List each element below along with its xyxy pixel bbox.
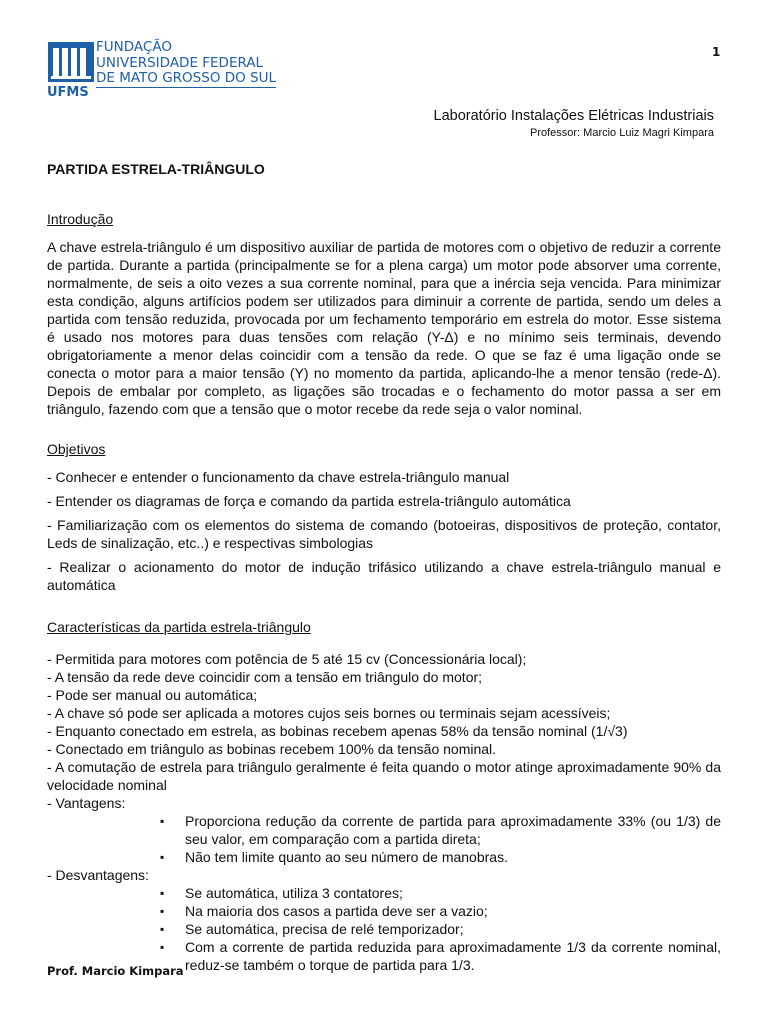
ufms-logo-icon	[47, 40, 99, 98]
objective-item: - Familiarização com os elementos do sistema de comando (botoeiras, dispositivos de proteção, contator, Leds de sinalização, etc..) e respectivas simbologias	[47, 517, 721, 551]
page-number: 1	[712, 45, 721, 59]
list-item: ▪ Se automática, utiliza 3 contatores;	[185, 884, 721, 902]
org-line-1: FUNDAÇÃO	[96, 39, 172, 55]
org-line-3: DE MATO GROSSO DO SUL	[96, 70, 277, 86]
characteristic-item: - A tensão da rede deve coincidir com a tensão em triângulo do motor;	[47, 669, 483, 685]
advantages-label: - Vantagens:	[47, 795, 126, 811]
characteristic-item: - A comutação de estrela para triângulo geralmente é feita quando o motor atinge aproximadamente 90% da velocidade nominal	[47, 759, 721, 793]
characteristic-item: - Pode ser manual ou automática;	[47, 687, 258, 703]
advantages-list	[47, 812, 721, 866]
characteristic-item: - Conectado em triângulo as bobinas recebem 100% da tensão nominal.	[47, 741, 497, 757]
characteristic-item: - A chave só pode ser aplicada a motores cujos seis bornes ou terminais sejam acessíveis;	[47, 705, 611, 721]
list-item: ▪ Não tem limite quanto ao seu número de manobras.	[185, 848, 721, 866]
list-item: ▪ Proporciona redução da corrente de partida para aproximadamente 33% (ou 1/3) de seu valor, em comparação com a partida direta;	[185, 812, 721, 848]
objective-item: - Conhecer e entender o funcionamento da chave estrela-triângulo manual	[47, 469, 510, 485]
intro-heading: Introdução	[47, 211, 114, 227]
characteristic-item: - Permitida para motores com potência de 5 até 15 cv (Concessionária local);	[47, 651, 527, 667]
organization-name	[96, 40, 276, 88]
objective-item: - Realizar o acionamento do motor de indução trifásico utilizando a chave estrela-triângulo manual e automática	[47, 559, 721, 593]
intro-paragraph: A chave estrela-triângulo é um dispositivo auxiliar de partida de motores com o objetivo de reduzir a corrente de partida. Durante a partida (principalmente se for a plena carga) um motor pode absorver uma corrente, normalmente, de seis a oito vezes a sua corrente nominal, para que a inércia seja vencida. Para minimizar esta condição, alguns artifícios podem ser utilizados para diminuir a corrente de partida, sendo um deles a partida com tensão reduzida, provocada por um fechamento temporário em estrela do motor. Esse sistema é usado nos motores para duas tensões com relação (Y-Δ) e no mínimo seis terminais, devendo obrigatoriamente a menor delas coincidir com a tensão da rede. O que se faz é uma ligação onde se conecta o motor para a maior tensão (Y) no momento da partida, aplicando-lhe a menor tensão (rede-Δ). Depois de embalar por completo, as ligações são trocadas e o fechamento do motor passa a ser em triângulo, fazendo com que a tensão que o motor recebe da rede seja o valor nominal.	[47, 239, 721, 417]
logo-text: UFMS	[47, 85, 89, 98]
objective-item: - Entender os diagramas de força e comando da partida estrela-triângulo automática	[47, 493, 571, 509]
document-title: PARTIDA ESTRELA-TRIÂNGULO	[47, 161, 265, 177]
lab-title: Laboratório Instalações Elétricas Industriais	[433, 108, 714, 124]
list-item: ▪ Na maioria dos casos a partida deve ser a vazio;	[185, 902, 721, 920]
disadvantages-label: - Desvantagens:	[47, 867, 149, 883]
document-body	[47, 160, 721, 974]
characteristics-heading: Características da partida estrela-triângulo	[47, 619, 311, 635]
footer-author: Prof. Marcio Kimpara	[47, 964, 184, 978]
list-item: ▪ Se automática, precisa de relé temporizador;	[185, 920, 721, 938]
characteristic-item: - Enquanto conectado em estrela, as bobinas recebem apenas 58% da tensão nominal (1/√3)	[47, 723, 628, 739]
disadvantages-list	[47, 884, 721, 974]
professor-line: Professor: Marcio Luiz Magri Kimpara	[529, 127, 714, 139]
objectives-heading: Objetivos	[47, 441, 106, 457]
org-line-2: UNIVERSIDADE FEDERAL	[96, 54, 264, 71]
list-item: ▪ Com a corrente de partida reduzida para aproximadamente 1/3 da corrente nominal, reduz-se também o torque de partida para 1/3.	[185, 938, 721, 974]
